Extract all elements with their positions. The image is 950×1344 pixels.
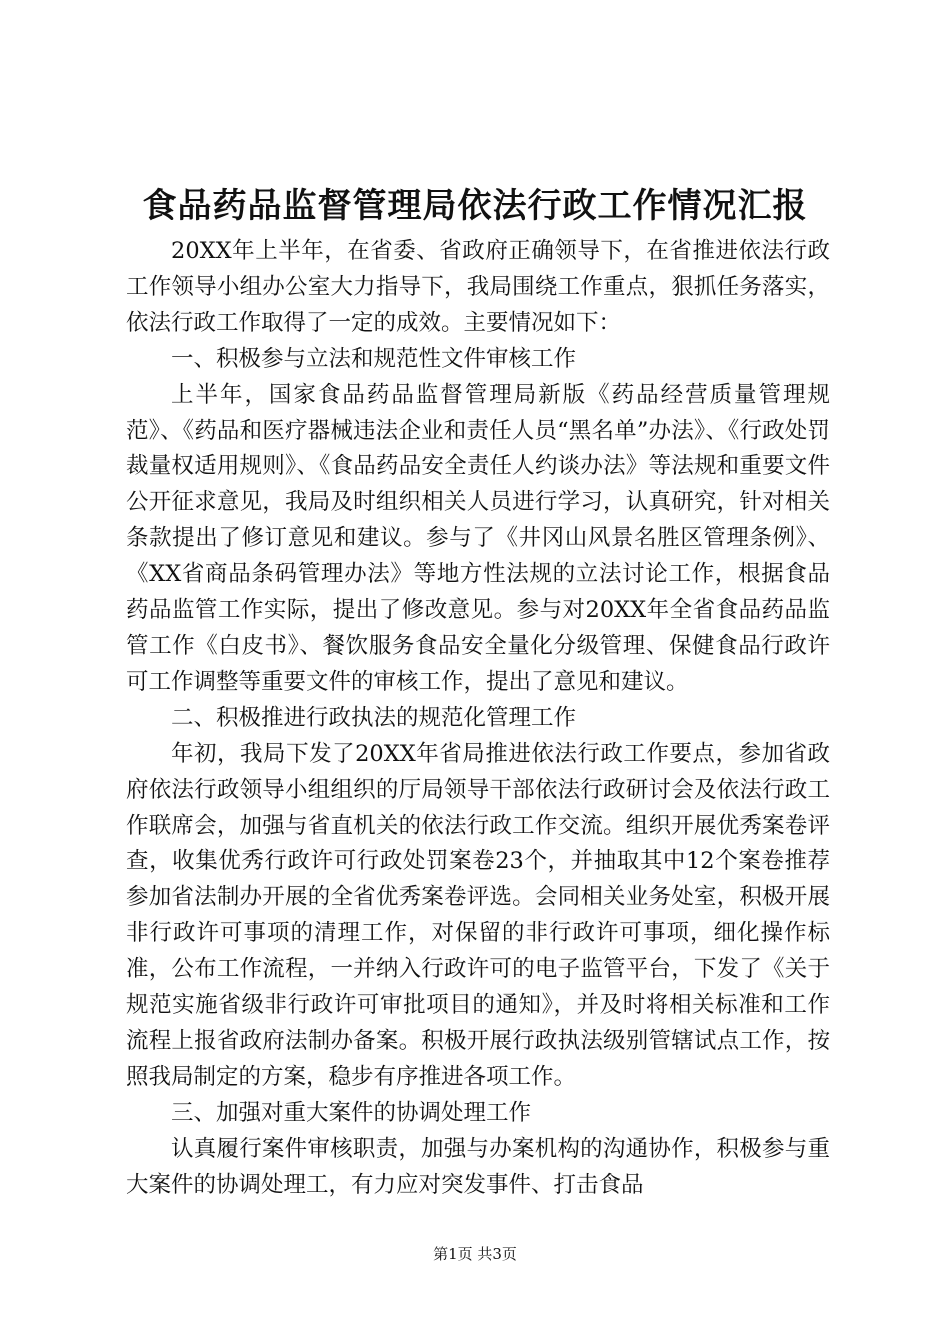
document-title: 食品药品监督管理局依法行政工作情况汇报 (142, 186, 808, 226)
section-heading-3: 三、加强对重大案件的协调处理工作 (171, 1099, 532, 1126)
section-paragraph-3: 认真履行案件审核职责，加强与办案机构的沟通协作，积极参与重大案件的协调处理工，有力应对突发事件、打击食品 (126, 1135, 830, 1198)
section-paragraph-2: 年初，我局下发了20XX年省局推进依法行政工作要点，参加省政府依法行政领导小组组织的厅局领导干部依法行政研讨会及依法行政工作联席会，加强与省直机关的依法行政工作交流。组织开展优秀案卷评查，收集优秀行政许可行政处罚案卷23个，并抽取其中12个案卷推荐参加省法制办开展的全省优秀案卷评选。会同相关业务处室，积极开展非行政许可事项的清理工作，对保留的非行政许可事项，细化操作标准，公布工作流程，一并纳入行政许可的电子监管平台，下发了《关于规范实施省级非行政许可审批项目的通知》，并及时将相关标准和工作流程上报省政府法制办备案。积极开展行政执法级别管辖试点工作，按照我局制定的方案，稳步有序推进各项工作。 (126, 740, 830, 1090)
section-heading-2: 二、积极推进行政执法的规范化管理工作 (171, 704, 577, 731)
section-paragraph-1: 上半年，国家食品药品监督管理局新版《药品经营质量管理规范》、《药品和医疗器械违法企业和责任人员“黑名单”办法》、《行政处罚裁量权适用规则》、《食品药品安全责任人约谈办法》等法规和重要文件公开征求意见，我局及时组织相关人员进行学习，认真研究，针对相关条款提出了修订意见和建议。参与了《井冈山风景名胜区管理条例》、《XX省商品条码管理办法》等地方性法规的立法讨论工作，根据食品药品监管工作实际，提出了修改意见。参与对20XX年全省食品药品监管工作《白皮书》、餐饮服务食品安全量化分级管理、保健食品行政许可工作调整等重要文件的审核工作，提出了意见和建议。 (126, 381, 830, 695)
section-heading-1: 一、积极参与立法和规范性文件审核工作 (171, 345, 577, 372)
page-number-footer: 第1页 共3页 (433, 1245, 517, 1263)
intro-paragraph: 20XX年上半年，在省委、省政府正确领导下，在省推进依法行政工作领导小组办公室大力指导下，我局围绕工作重点，狠抓任务落实，依法行政工作取得了一定的成效。主要情况如下： (126, 238, 830, 336)
document-body (126, 234, 830, 1203)
